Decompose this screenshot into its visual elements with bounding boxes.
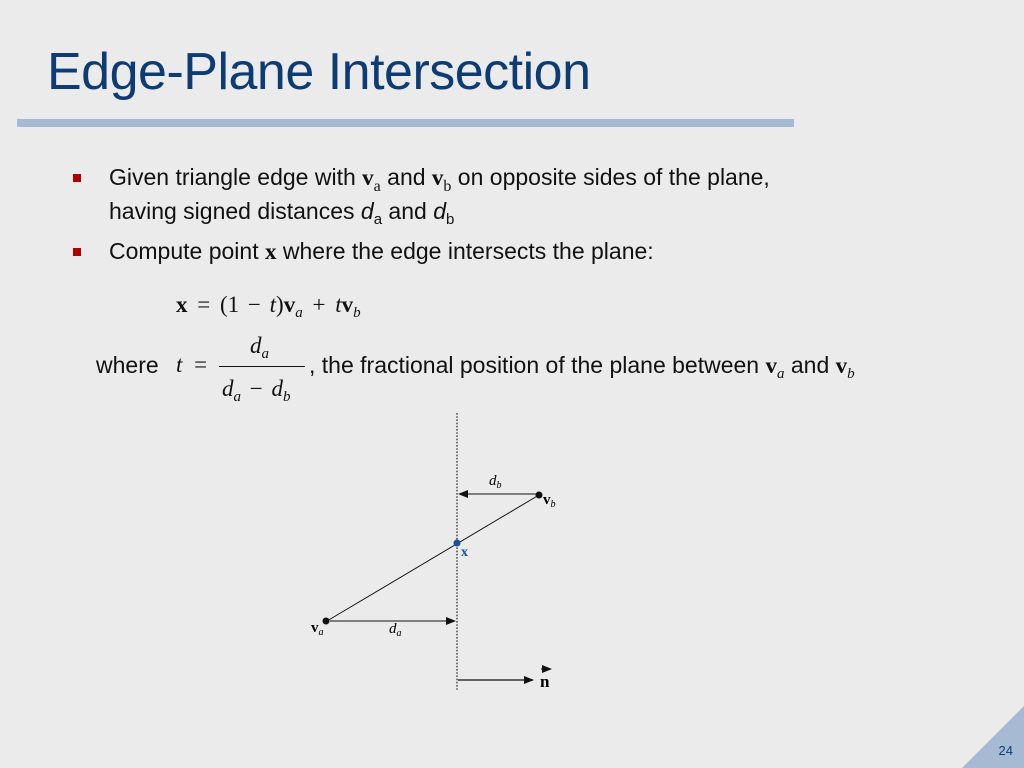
x-label: x [461,545,468,560]
eq-plus: + [312,292,326,317]
eq-t2: t [335,292,342,317]
va-subscript: a [373,178,381,195]
db-subscript: b [445,211,455,228]
x-point [454,540,461,547]
svg-text:vb [543,492,556,510]
x-symbol: x [264,239,277,264]
eq-t: t [269,292,277,317]
vb-subscript: b [443,178,452,195]
svg-text:db [489,473,502,491]
frac-den-sub1: a [233,389,241,405]
db-label: d [489,473,497,489]
eq-sub-a: a [295,305,303,321]
da-symbol: d [360,198,374,224]
db-label-sub: b [496,480,502,491]
where-vb-sub: b [847,366,855,382]
where-tail-text: , the fractional position of the plane between [309,352,766,378]
va-label-sub: a [318,627,324,638]
vb-label-sub: b [550,499,556,510]
where-word: where [96,352,159,378]
frac-num-sub: a [261,346,269,362]
bullet-1-text-e: and [382,198,434,224]
vb-label: v [543,492,551,508]
bullet-2-text-b: where the edge intersects the plane: [276,238,654,264]
vb-point [536,492,543,499]
where-va: v [765,353,777,378]
va-label: v [311,620,319,636]
frac-den-minus: − [249,376,263,401]
n-label: n [540,672,550,691]
da-subscript: a [373,211,383,228]
frac-den-sub2: b [282,389,291,405]
eq-v1: v [283,292,296,317]
bullet-1-text-b: and [380,164,432,190]
frac-den-d1: d [222,376,234,401]
where-equals: = [194,352,208,377]
eq-v2: v [341,292,354,317]
frac-den-d2: d [271,376,283,401]
page-number: 24 [998,743,1013,758]
bullet-1-text-a: Given triangle edge with [109,164,363,190]
slide-title: Edge-Plane Intersection [47,43,591,101]
vb-symbol: v [431,165,444,190]
da-label: d [389,621,397,637]
va-point [323,618,330,625]
bullet-2-text-a: Compute point [109,238,265,264]
where-t-symbol: t [176,352,183,377]
edge-line [327,495,539,621]
bullet-1-text-c: on opposite sides of the plane, [451,164,770,190]
where-and: and [784,352,836,378]
svg-text:va [311,620,324,638]
db-symbol: d [433,198,446,224]
bullet-1-text-d: having signed distances [109,198,361,224]
eq-paren-close: ) [276,292,284,317]
where-vb: v [835,353,848,378]
frac-num-d: d [250,333,262,358]
svg-text:da [389,621,402,639]
page-corner-triangle [962,706,1024,768]
va-symbol: v [362,165,374,190]
da-label-sub: a [396,628,402,639]
eq-minus: − [247,292,261,317]
eq-x: x [176,292,188,317]
eq-equals: = [197,292,211,317]
eq-sub-b: b [353,305,361,321]
where-va-sub: a [776,366,785,382]
eq-paren-open: (1 [219,292,240,317]
